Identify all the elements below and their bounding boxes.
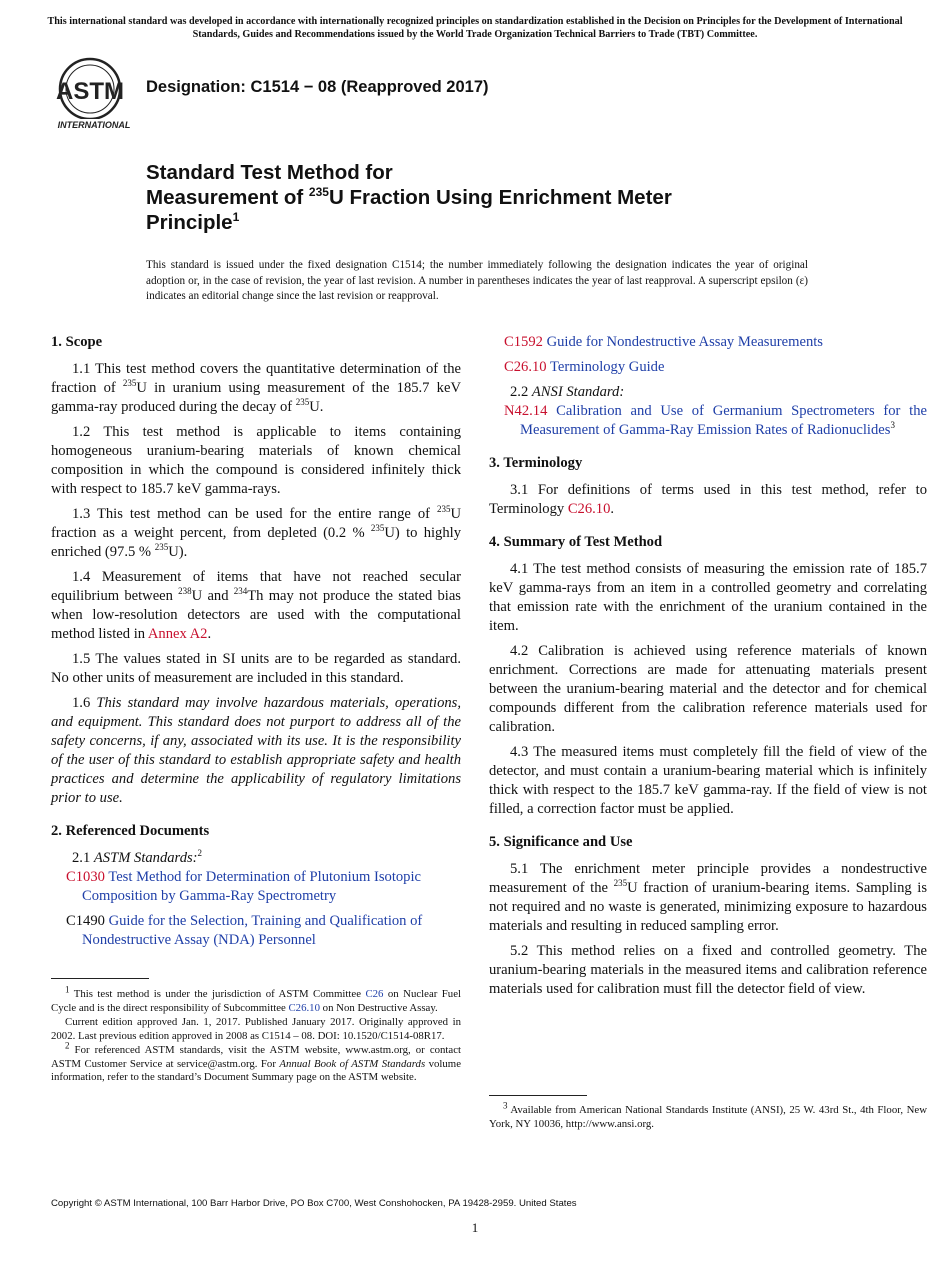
para-1-6: 1.6 This standard may involve hazardous materials, operations, and equipment. This standard does not purport to address all of the safety concerns, if any, associated with its use. It is the responsibility of the user of this standard to establish appropriate safety and health practices and determine the applicability of regulatory limitations prior to use. [51, 695, 462, 806]
page-number: 1 [471, 1220, 479, 1235]
ref-c1030[interactable]: C1030 Test Method for Determination of Plutonium Isotopic Composition by Gamma-Ray Spectrometry [66, 869, 422, 904]
annex-a2-link[interactable]: Annex A2 [147, 626, 208, 642]
footnote-1-edition: Current edition approved Jan. 1, 2017. Published January 2017. Originally approved in 2002. Last previous edition approved in 2008 as C1514 – 08. DOI: 10.1520/C1514-08R17. [51, 1016, 461, 1042]
c26-link[interactable]: C26 [365, 988, 384, 1000]
tbt-notice: This international standard was developed in accordance with internationally recognized principles on standardization established in the Decision on Principles for the Development of International Standards, Guides and Recommendations issued by the World Trade Organization Technical Barriers to Trade (TBT) Committee. [47, 16, 903, 40]
title-line-2: Measurement of $^{235}$U Fraction Using Enrichment Meter [146, 185, 672, 209]
ref-c1490[interactable]: C1490 Guide for the Selection, Training and Qualification of Nondestructive Assay (NDA) Personnel [66, 913, 423, 948]
footnote-rule-right [489, 1095, 587, 1096]
terminology-c26-10-link[interactable]: C26.10 [567, 501, 611, 517]
para-4-3: 4.3 The measured items must completely fill the field of view of the detector, and must contain a uranium-bearing material which is infinitely thick with respect to the 185.7 keV gamma-ray. If the field of view is not filled, a correction factor must be applied. [489, 744, 927, 817]
ref-c26-10[interactable]: C26.10 Terminology Guide [504, 359, 665, 375]
para-1-1: 1.1 This test method covers the quantitative determination of the fraction of $^{235}$U in uranium using measurement of the 185.7 keV gamma-ray produced during the decay of $^{235}$U. [51, 361, 461, 415]
title-line-1: Standard Test Method for [146, 161, 393, 184]
ref-c1592[interactable]: C1592 Guide for Nondestructive Assay Measurements [504, 334, 823, 350]
para-5-2: 5.2 This method relies on a fixed and controlled geometry. The uranium-bearing materials in the measured items and calibration reference materials used for calibration must fill the detector field of view. [489, 943, 927, 997]
document-title [146, 160, 866, 235]
footnote-1: $^1$ This test method is under the jurisdiction of ASTM Committee C26 on Nuclear Fuel Cycle and is the direct responsibility of Subcommittee C26.10 on Non Destructive Assay. [51, 984, 461, 1014]
summary-heading: 4. Summary of Test Method [489, 534, 663, 550]
designation: Designation: C1514 − 08 (Reapproved 2017) [146, 78, 489, 96]
astm-logo-icon [52, 55, 134, 133]
footnote-2: $^2$ For referenced ASTM standards, visit the ASTM website, www.astm.org, or contact ASTM Customer Service at service@astm.org. For Annual Book of ASTM Standards volume information, refer to the standard’s Document Summary page on the ASTM website. [51, 1040, 461, 1083]
scope-heading: 1. Scope [51, 334, 103, 350]
para-1-3: 1.3 This test method can be used for the entire range of $^{235}$U fraction as a weight percent, from depleted (0.2 % $^{235}$U) to highly enriched (97.5 % $^{235}$U). [51, 504, 461, 560]
right-column [489, 333, 927, 1005]
left-column [51, 333, 461, 956]
astm-standards-label: 2.1 ASTM Standards:$^2$ [72, 848, 203, 866]
para-1-5: 1.5 The values stated in SI units are to be regarded as standard. No other units of measurement are included in this standard. [51, 651, 461, 686]
ansi-standard-label: 2.2 ANSI Standard: [510, 384, 625, 400]
footnotes-right [489, 1100, 927, 1132]
para-1-4: 1.4 Measurement of items that have not reached secular equilibrium between $^{238}$U and $^{234}$Th may not produce the stated bias when low-resolution detectors are used with the computational method listed in Annex A2. [51, 569, 461, 642]
title-line-3: Principle$^1$ [146, 210, 240, 234]
footnotes-left [51, 984, 461, 1086]
significance-heading: 5. Significance and Use [489, 834, 633, 850]
para-3-1: 3.1 For definitions of terms used in this test method, refer to Terminology C26.10. [489, 482, 927, 517]
para-1-2: 1.2 This test method is applicable to items containing homogeneous uranium-bearing materials of known chemical composition in which the compound is considered infinitely thick with respect to 185.7 keV gamma-rays. [51, 424, 461, 497]
terminology-heading: 3. Terminology [489, 455, 583, 471]
c26-10-footnote-link[interactable]: C26.10 [288, 1001, 320, 1014]
issued-note: This standard is issued under the fixed designation C1514; the number immediately following the designation indicates the year of original adoption or, in the case of revision, the year of last revision. A number in parentheses indicates the year of last reapproval. A superscript epsilon (ε) indicates an editorial change since the last revision or reapproval. [146, 259, 808, 302]
para-4-2: 4.2 Calibration is achieved using reference materials of known enrichment. Corrections are made for attenuating materials present between the uranium-bearing material and the detector and for chemical compounds different from the calibration reference materials used for calibration. [489, 643, 927, 735]
ref-n42-14[interactable]: N42.14 Calibration and Use of Germanium Spectrometers for the Measurement of Gamma-Ray Emission Rates of Radionuclides$^3$ [504, 403, 927, 438]
referenced-documents-heading: 2. Referenced Documents [51, 823, 210, 839]
para-4-1: 4.1 The test method consists of measuring the emission rate of 185.7 keV gamma-rays from an item in a controlled geometry and correlating that emission rate with the enrichment of the uranium contained in the item. [489, 561, 927, 634]
logo-text: ASTM [56, 78, 124, 105]
footnote-3: $^3$ Available from American National Standards Institute (ANSI), 25 W. 43rd St., 4th Floor, New York, NY 10036, http://www.ansi.org. [489, 1100, 927, 1130]
copyright-line: Copyright © ASTM International, 100 Barr Harbor Drive, PO Box C700, West Conshohocken, PA 19428-2959. United States [51, 1198, 577, 1209]
logo-subtext: INTERNATIONAL [57, 120, 131, 130]
astm-logo [52, 55, 134, 133]
para-5-1: 5.1 The enrichment meter principle provides a nondestructive measurement of the $^{235}$U fraction of uranium-bearing items. Sampling is not required and no waste is generated, minimizing exposure to hazardous materials and resulting in reduced sampling error. [489, 861, 928, 934]
footnote-rule-left [51, 978, 149, 979]
